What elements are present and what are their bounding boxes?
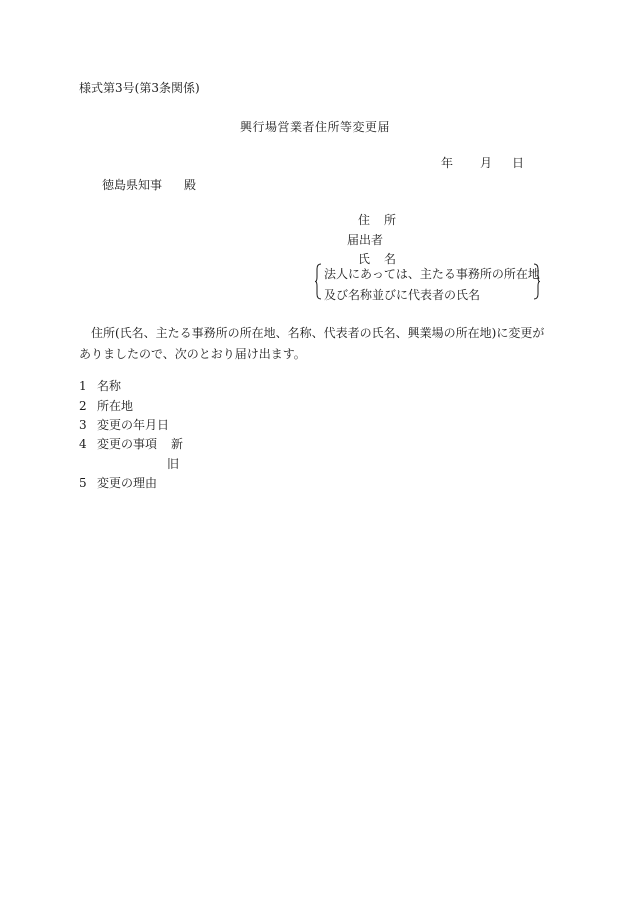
applicant-label: 届出者 <box>347 233 384 247</box>
item-label: 名称 <box>97 379 122 393</box>
date-month-label: 月 <box>480 156 493 170</box>
corporate-note-line2: 及び名称並びに代表者の氏名 <box>324 288 481 302</box>
address-label-char1: 住 <box>358 213 371 227</box>
item-label: 変更の年月日 <box>97 418 170 432</box>
list-item <box>79 438 183 450</box>
item-number: 5 <box>79 476 87 490</box>
item-number: 4 <box>79 437 87 451</box>
name-label-char2: 名 <box>384 252 397 266</box>
list-item <box>79 380 121 392</box>
date-day-label: 日 <box>512 156 525 170</box>
addressee <box>102 179 196 191</box>
list-item <box>79 400 133 412</box>
item-label: 変更の理由 <box>97 476 158 490</box>
form-number: 様式第3号(第3条関係) <box>79 81 200 95</box>
document-title: 興行場営業者住所等変更届 <box>239 120 390 134</box>
address-label-char2: 所 <box>384 213 397 227</box>
item-number: 3 <box>79 418 87 432</box>
corporate-note-line1: 法人にあっては、主たる事務所の所在地 <box>324 267 540 281</box>
applicant-address-label <box>358 214 396 226</box>
list-item <box>79 419 169 431</box>
item-new-label: 新 <box>171 437 184 451</box>
item-number: 2 <box>79 399 87 413</box>
item-label: 所在地 <box>97 399 134 413</box>
notification-body-text: 住所(氏名、主たる事務所の所在地、名称、代表者の氏名、興業場の所在地)に変更がありましたので、次のとおり届け出ます。 <box>79 326 545 361</box>
list-item <box>79 477 157 489</box>
addressee-name: 徳島県知事 <box>102 178 163 192</box>
date-year-label: 年 <box>441 156 454 170</box>
addressee-honorific: 殿 <box>184 178 197 192</box>
name-label-char1: 氏 <box>358 252 371 266</box>
item-label: 変更の事項 <box>97 437 158 451</box>
item-old-label: 旧 <box>167 457 180 471</box>
item-number: 1 <box>79 379 87 393</box>
